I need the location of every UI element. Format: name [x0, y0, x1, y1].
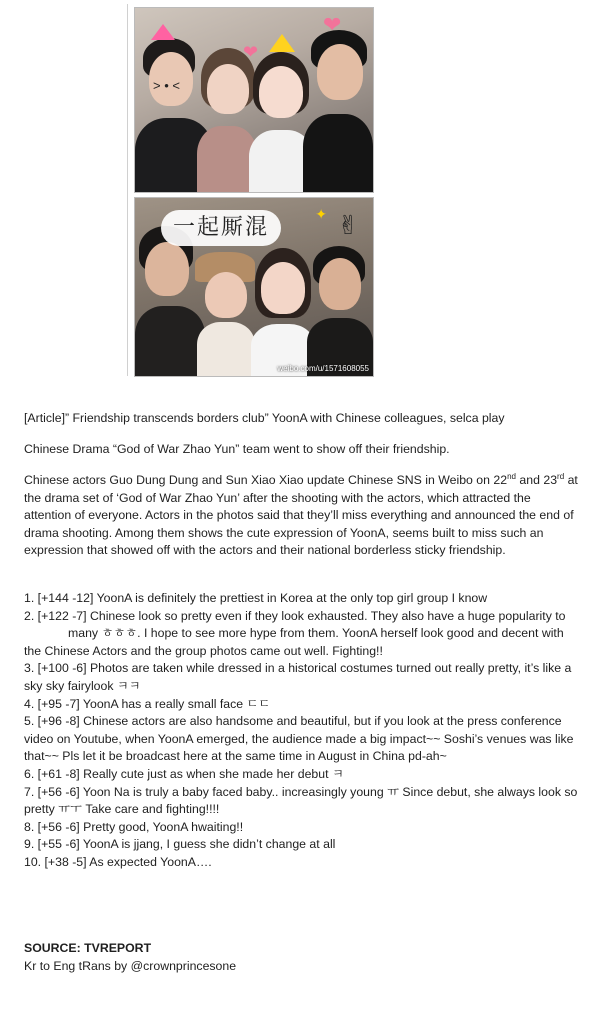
clothing-shape	[197, 322, 255, 377]
list-item: 3. [+100 -6] Photos are taken while dressed in a historical costumes turned out really pretty, it’s like a sky sky fairylook ㅋㅋ	[24, 661, 572, 693]
weibo-watermark: weibo.com/u/1571608055	[277, 364, 369, 373]
clothing-shape	[303, 114, 373, 193]
body-text-part: Chinese actors Guo Dung Dung and Sun Xiao Xiao update Chinese SNS in Weibo on 22	[24, 473, 508, 487]
clothing-shape	[135, 306, 205, 377]
list-item	[24, 608, 580, 661]
article-headline	[24, 410, 580, 428]
photo-collage	[127, 4, 378, 376]
list-item: 6. [+61 -8] Really cute just as when she made her debut ㅋ	[24, 766, 344, 781]
heart-sticker: ❤	[243, 42, 259, 62]
list-item: 1. [+144 -12] YoonA is definitely the prettiest in Korea at the only top girl group I know	[24, 591, 488, 605]
netizen-comments	[24, 590, 580, 872]
face-shape	[205, 272, 247, 318]
article-intro	[24, 441, 580, 459]
translation-credit: Kr to Eng tRans by @crownprincesone	[24, 958, 237, 973]
face-shape	[261, 262, 305, 314]
face-shape	[207, 64, 249, 114]
body-text-part: and 23	[516, 473, 558, 487]
headline-text: [Article]” Friendship transcends borders club” YoonA with Chinese colleagues, selca play	[24, 411, 505, 425]
comment-list	[24, 590, 580, 872]
clothing-shape	[197, 126, 257, 193]
ordinal-suffix: rd	[557, 471, 565, 481]
face-shape	[145, 242, 189, 296]
caption-sticker: 一起厮混	[161, 210, 281, 246]
intro-text: Chinese Drama “God of War Zhao Yun” team went to show off their friendship.	[24, 442, 450, 456]
list-item: 9. [+55 -6] YoonA is jjang, I guess she didn’t change at all	[24, 837, 336, 852]
list-item: 5. [+96 -8] Chinese actors are also handsome and beautiful, but if you look at the press conference video on Youtube, when YoonA emerged, the audience made a big impact~~ Soshi’s venues was like that~~ Pls let it be broadcast here at the same time in August in China pd-ah~	[24, 714, 574, 764]
face-shape	[259, 66, 303, 118]
face-shape	[319, 258, 361, 310]
crown-sticker	[269, 34, 295, 52]
sparkle-icon: ✦	[315, 206, 327, 222]
list-item: 8. [+56 -6] Pretty good, YoonA hwaiting!!	[24, 819, 244, 834]
cat-whisker-sticker: > • <	[153, 78, 180, 93]
comment-text: 2. [+122 -7] Chinese look so pretty even if they look exhausted. They also have a huge popularity to	[24, 608, 566, 623]
face-shape	[317, 44, 363, 100]
source-block	[24, 940, 580, 975]
comment-text: many ㅎㅎㅎ. I hope to see more hype from them. YoonA herself look good and decent with the Chinese Actors and the group photos came out well. Fighting!!	[24, 626, 564, 658]
list-item: 4. [+95 -7] YoonA has a really small face ㄷㄷ	[24, 696, 271, 711]
crown-sticker	[151, 24, 175, 40]
heart-sticker: ❤	[323, 12, 342, 37]
victory-hand-icon: ✌	[337, 210, 359, 240]
body-text-part: at the drama set of ‘God of War Zhao Yun’ after the shooting with the actors, which attracted the attention of everyone. Actors in the photos said that they’ll miss everything and announced the end of drama shooting. Among them shows the cute expression of YoonA, seems built to miss such an expression that showed off with the actors and their national borderless sticky friendship.	[24, 473, 578, 558]
selca-photo-top	[134, 7, 374, 193]
list-item: 10. [+38 -5] As expected YoonA….	[24, 854, 212, 869]
article-body	[24, 472, 580, 560]
selca-photo-bottom	[134, 197, 374, 377]
ordinal-suffix: nd	[507, 471, 516, 481]
body-text	[24, 472, 580, 560]
source-label: SOURCE: TVREPORT	[24, 941, 152, 955]
list-item: 7. [+56 -6] Yoon Na is truly a baby faced baby.. increasingly young ㅠ Since debut, she always look so pretty ㅠㅜ Take care and fighting!!!!	[24, 784, 578, 817]
